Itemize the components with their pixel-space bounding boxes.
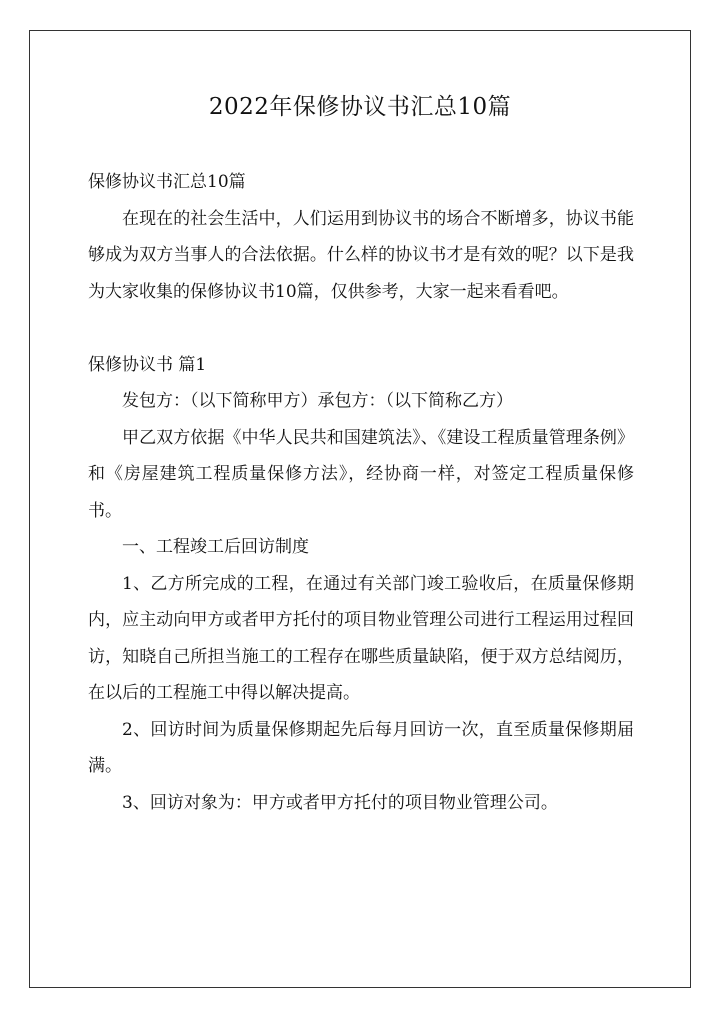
body-paragraph: 甲乙双方依据《中华人民共和国建筑法》、《建设工程质量管理条例》和《房屋建筑工程质量保修方法》，经协商一样，对签定工程质量保修书。 [88,427,634,521]
body-paragraph: 一、工程竣工后回访制度 [122,537,309,557]
intro-paragraph: 在现在的社会生活中，人们运用到协议书的场合不断增多，协议书能够成为双方当事人的合法依据。什么样的协议书才是有效的呢？以下是我为大家收集的保修协议书10篇，仅供参考，大家一起来看看吧。 [88,208,634,302]
body-paragraph: 3、回访对象为：甲方或者甲方托付的项目物业管理公司。 [122,792,558,813]
body-paragraph: 2、回访时间为质量保修期起先后每月回访一次，直至质量保修期届满。 [88,719,634,776]
spacer [88,310,634,347]
document-subtitle: 保修协议书汇总10篇 [88,172,246,192]
document-body [88,164,634,821]
document-title: 2022年保修协议书汇总10篇 [208,94,512,120]
body-paragraph: 发包方：（以下简称甲方）承包方：（以下简称乙方） [122,391,513,411]
section-heading: 保修协议书 篇1 [88,354,207,375]
body-paragraph: 1、乙方所完成的工程，在通过有关部门竣工验收后，在质量保修期内，应主动向甲方或者甲方托付的项目物业管理公司进行工程运用过程回访，知晓自己所担当施工的工程存在哪些质量缺陷，便于双方总结阅历，在以后的工程施工中得以解决提高。 [88,573,634,703]
